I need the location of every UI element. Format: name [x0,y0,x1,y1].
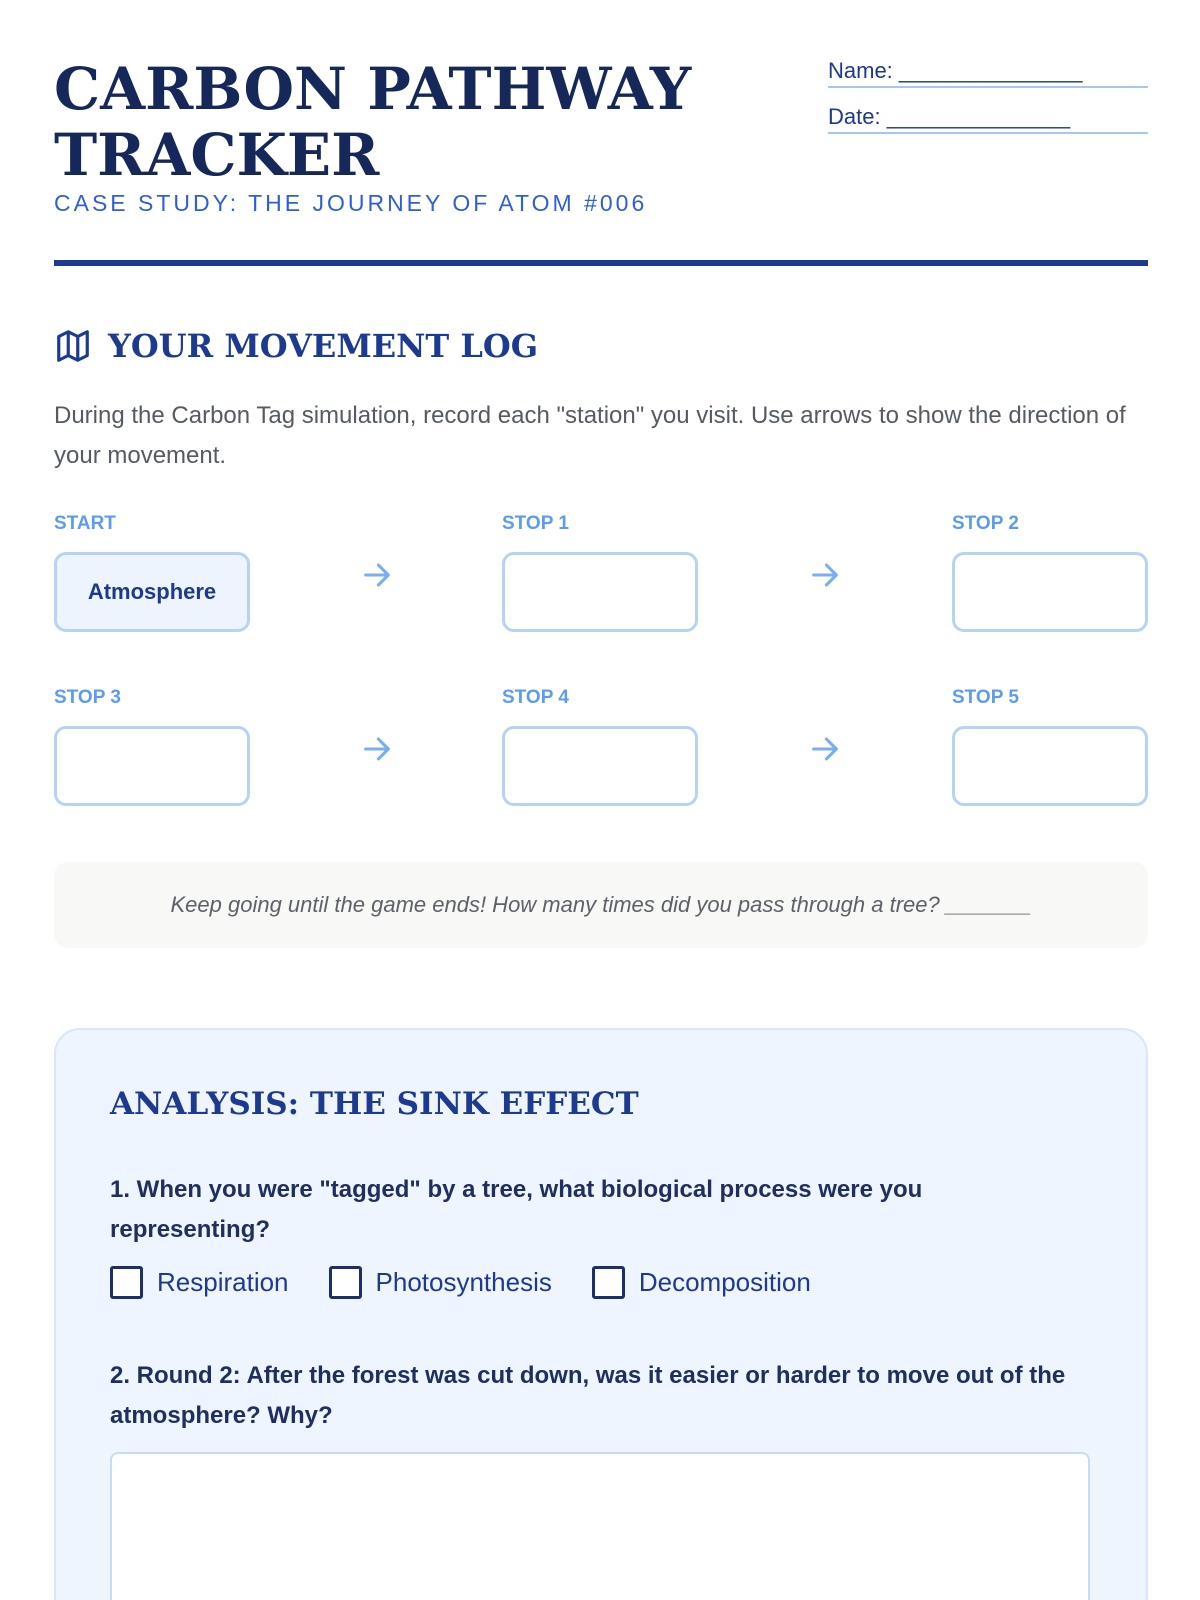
option-label: Respiration [157,1267,289,1297]
student-info [828,56,1148,148]
station-label: STOP 2 [952,513,1019,534]
station-stop-5 [952,686,1148,806]
station-stop-4 [502,686,698,806]
arrow-right-icon [808,558,842,592]
station-label: STOP 3 [54,687,121,708]
station-stop-1 [502,512,698,632]
question-2-answer-box[interactable] [110,1452,1090,1600]
station-label: STOP 4 [502,687,569,708]
movement-log-heading [54,326,538,366]
name-field[interactable]: Name: _______________ [828,56,1148,88]
arrow-right-icon [360,558,394,592]
question-1: 1. When you were "tagged" by a tree, what biological process were you representing? [110,1176,923,1243]
station-label: STOP 5 [952,687,1019,708]
header-divider [54,260,1148,266]
tree-count-note: Keep going until the game ends! How many times did you pass through a tree? _______ [54,862,1148,948]
question-2: 2. Round 2: After the forest was cut down, was it easier or harder to move out of the atmosphere? Why? [110,1362,1066,1429]
movement-log-title: YOUR MOVEMENT LOG [108,327,539,365]
option-label: Decomposition [638,1267,811,1297]
station-stop-3-box[interactable] [54,726,250,806]
checkbox[interactable] [110,1266,143,1299]
option-decomposition[interactable] [592,1266,811,1299]
option-respiration[interactable] [110,1266,289,1299]
analysis-card [54,1028,1148,1600]
station-stop-3 [54,686,250,806]
station-label: STOP 1 [502,513,569,534]
question-1-options [110,1266,851,1299]
station-start [54,512,250,632]
station-stop-1-box[interactable] [502,552,698,632]
station-row [54,512,1148,686]
checkbox[interactable] [329,1266,362,1299]
option-label: Photosynthesis [375,1267,552,1297]
arrow-right-icon [360,732,394,766]
station-stop-2 [952,512,1148,632]
station-row [54,686,1148,860]
option-photosynthesis[interactable] [329,1266,552,1299]
movement-log-instructions: During the Carbon Tag simulation, record each "station" you visit. Use arrows to show the direction of your movement. [54,402,1126,469]
arrow-right-icon [808,732,842,766]
station-stop-4-box[interactable] [502,726,698,806]
station-stop-5-box[interactable] [952,726,1148,806]
station-label: START [54,513,116,534]
worksheet-subtitle: CASE STUDY: THE JOURNEY OF ATOM #006 [54,190,648,216]
map-icon [54,327,92,365]
analysis-title: ANALYSIS: THE SINK EFFECT [110,1086,639,1122]
station-start-box[interactable]: Atmosphere [54,552,250,632]
worksheet-title: CARBON PATHWAY TRACKER [54,55,692,189]
station-stop-2-box[interactable] [952,552,1148,632]
date-field[interactable]: Date: _______________ [828,102,1148,134]
checkbox[interactable] [592,1266,625,1299]
station-grid [54,512,1148,860]
